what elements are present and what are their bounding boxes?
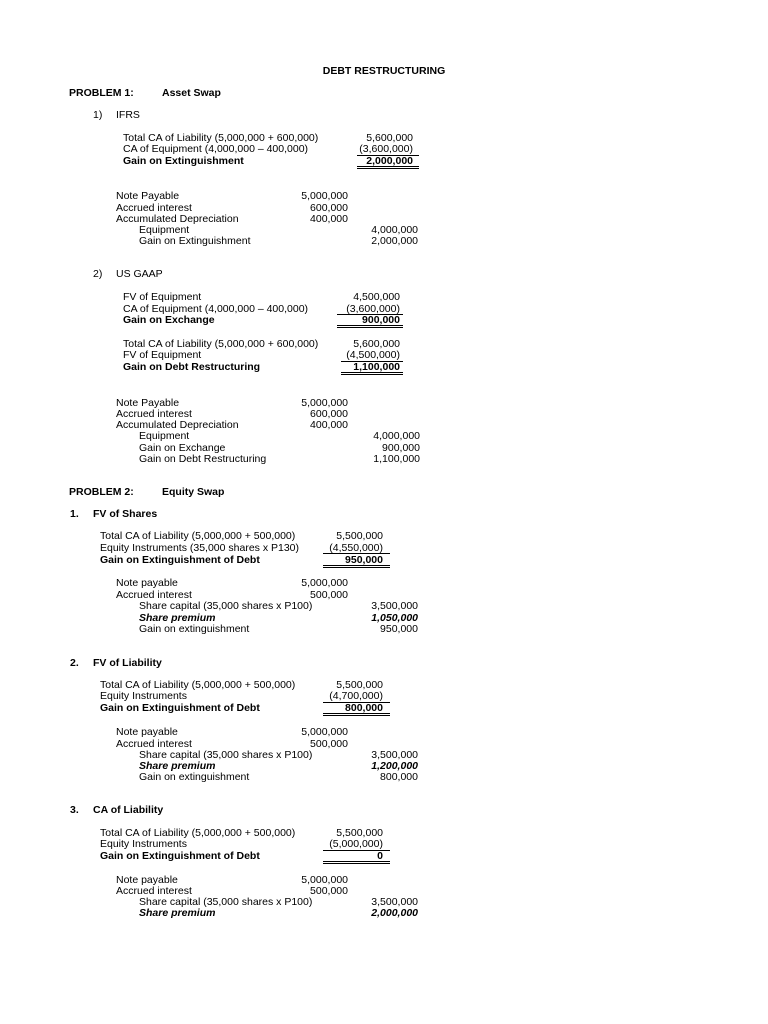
calc-label: Total CA of Liability (5,000,000 + 500,000) — [100, 679, 296, 691]
journal-debit-account: Accrued interest — [116, 885, 192, 897]
calc-value: 5,500,000 — [336, 827, 383, 839]
calc-label: Equity Instruments — [100, 690, 187, 702]
us-gaap-number: 2) — [93, 268, 103, 280]
calc-total-value: 2,000,000 — [366, 155, 413, 167]
journal-credit-amount: 3,500,000 — [371, 896, 418, 908]
calc-total-value: 1,100,000 — [353, 361, 400, 373]
journal-debit-amount: 400,000 — [310, 419, 348, 431]
journal-debit-account: Accrued interest — [116, 408, 192, 420]
journal-credit-account: Share capital (35,000 shares x P100) — [139, 896, 313, 908]
double-underline — [323, 713, 390, 716]
journal-debit-account: Accumulated Depreciation — [116, 213, 239, 225]
problem-1-label: PROBLEM 1: — [69, 87, 134, 99]
journal-credit-amount: 2,000,000 — [371, 235, 418, 247]
journal-debit-amount: 500,000 — [310, 738, 348, 750]
journal-debit-amount: 5,000,000 — [301, 397, 348, 409]
calc-label: Equity Instruments — [100, 838, 187, 850]
calc-total-label: Gain on Debt Restructuring — [123, 361, 261, 373]
journal-debit-amount: 500,000 — [310, 885, 348, 897]
journal-credit-account: Gain on extinguishment — [139, 771, 250, 783]
journal-debit-amount: 600,000 — [310, 202, 348, 214]
journal-debit-amount: 5,000,000 — [301, 190, 348, 202]
journal-credit-amount: 2,000,000 — [371, 907, 418, 919]
journal-credit-amount: 4,000,000 — [371, 224, 418, 236]
double-underline — [357, 166, 419, 169]
underline — [323, 553, 390, 554]
journal-debit-account: Accumulated Depreciation — [116, 419, 239, 431]
journal-credit-amount: 4,000,000 — [373, 430, 420, 442]
journal-debit-amount: 5,000,000 — [301, 726, 348, 738]
calc-total-label: Gain on Exchange — [123, 314, 215, 326]
journal-credit-amount: 3,500,000 — [371, 749, 418, 761]
journal-debit-account: Accrued interest — [116, 202, 192, 214]
journal-credit-account: Share capital (35,000 shares x P100) — [139, 749, 313, 761]
calc-total-value: 900,000 — [362, 314, 400, 326]
calc-value: (3,600,000) — [346, 303, 400, 315]
journal-debit-account: Accrued interest — [116, 589, 192, 601]
calc-value: 5,500,000 — [336, 679, 383, 691]
calc-total-value: 950,000 — [345, 554, 383, 566]
calc-value: (4,550,000) — [329, 542, 383, 554]
journal-credit-amount: 1,050,000 — [371, 612, 418, 624]
journal-credit-amount: 900,000 — [382, 442, 420, 454]
journal-credit-amount: 1,100,000 — [373, 453, 420, 465]
problem-2-name: Equity Swap — [162, 486, 225, 498]
journal-debit-amount: 500,000 — [310, 589, 348, 601]
calc-value: 4,500,000 — [353, 291, 400, 303]
journal-debit-account: Accrued interest — [116, 738, 192, 750]
calc-value: 5,600,000 — [366, 132, 413, 144]
double-underline — [323, 565, 390, 568]
journal-credit-account: Gain on Extinguishment — [139, 235, 251, 247]
calc-label: FV of Equipment — [123, 291, 202, 303]
journal-debit-amount: 5,000,000 — [301, 874, 348, 886]
calc-total-label: Gain on Extinguishment of Debt — [100, 850, 260, 862]
journal-credit-account: Gain on extinguishment — [139, 623, 250, 635]
journal-credit-account: Share premium — [139, 907, 216, 919]
calc-label: CA of Equipment (4,000,000 – 400,000) — [123, 303, 309, 315]
calc-value: (3,600,000) — [359, 143, 413, 155]
calc-label: Total CA of Liability (5,000,000 + 500,000) — [100, 530, 296, 542]
journal-credit-amount: 3,500,000 — [371, 600, 418, 612]
journal-debit-account: Note payable — [116, 577, 178, 589]
journal-debit-account: Note payable — [116, 874, 178, 886]
section-number: 1. — [70, 508, 79, 520]
calc-label: Total CA of Liability (5,000,000 + 600,000) — [123, 132, 319, 144]
journal-credit-amount: 950,000 — [380, 623, 418, 635]
journal-credit-account: Share premium — [139, 612, 216, 624]
section-heading: FV of Shares — [93, 508, 158, 520]
calc-label: Equity Instruments (35,000 shares x P130) — [100, 542, 300, 554]
calc-label: Total CA of Liability (5,000,000 + 600,000) — [123, 338, 319, 350]
calc-label: CA of Equipment (4,000,000 – 400,000) — [123, 143, 309, 155]
journal-credit-account: Equipment — [139, 430, 190, 442]
calc-value: (5,000,000) — [329, 838, 383, 850]
calc-total-label: Gain on Extinguishment — [123, 155, 244, 167]
section-number: 2. — [70, 657, 79, 669]
ifrs-heading: IFRS — [116, 109, 140, 121]
underline — [357, 155, 419, 156]
calc-total-value: 0 — [377, 850, 383, 862]
journal-credit-account: Gain on Debt Restructuring — [139, 453, 267, 465]
double-underline — [341, 372, 403, 375]
journal-debit-account: Note Payable — [116, 190, 180, 202]
journal-credit-account: Share premium — [139, 760, 216, 772]
us-gaap-heading: US GAAP — [116, 268, 163, 280]
underline — [323, 702, 390, 703]
calc-total-value: 800,000 — [345, 702, 383, 714]
section-heading: CA of Liability — [93, 804, 164, 816]
problem-2-label: PROBLEM 2: — [69, 486, 134, 498]
section-number: 3. — [70, 804, 79, 816]
journal-credit-amount: 800,000 — [380, 771, 418, 783]
calc-value: (4,500,000) — [346, 349, 400, 361]
double-underline — [337, 325, 403, 328]
journal-debit-account: Note Payable — [116, 397, 180, 409]
calc-total-label: Gain on Extinguishment of Debt — [100, 702, 260, 714]
calc-value: 5,600,000 — [353, 338, 400, 350]
calc-total-label: Gain on Extinguishment of Debt — [100, 554, 260, 566]
ifrs-number: 1) — [93, 109, 103, 121]
calc-label: FV of Equipment — [123, 349, 202, 361]
double-underline — [323, 861, 390, 864]
document-title: DEBT RESTRUCTURING — [322, 65, 446, 77]
section-heading: FV of Liability — [93, 657, 162, 669]
journal-debit-account: Note payable — [116, 726, 178, 738]
journal-credit-account: Share capital (35,000 shares x P100) — [139, 600, 313, 612]
journal-credit-amount: 1,200,000 — [371, 760, 418, 772]
journal-credit-account: Gain on Exchange — [139, 442, 226, 454]
underline — [337, 314, 403, 315]
journal-credit-account: Equipment — [139, 224, 190, 236]
problem-1-name: Asset Swap — [162, 87, 221, 99]
underline — [341, 361, 403, 362]
underline — [323, 850, 390, 851]
journal-debit-amount: 600,000 — [310, 408, 348, 420]
journal-debit-amount: 5,000,000 — [301, 577, 348, 589]
calc-value: 5,500,000 — [336, 530, 383, 542]
journal-debit-amount: 400,000 — [310, 213, 348, 225]
calc-value: (4,700,000) — [329, 690, 383, 702]
calc-label: Total CA of Liability (5,000,000 + 500,000) — [100, 827, 296, 839]
